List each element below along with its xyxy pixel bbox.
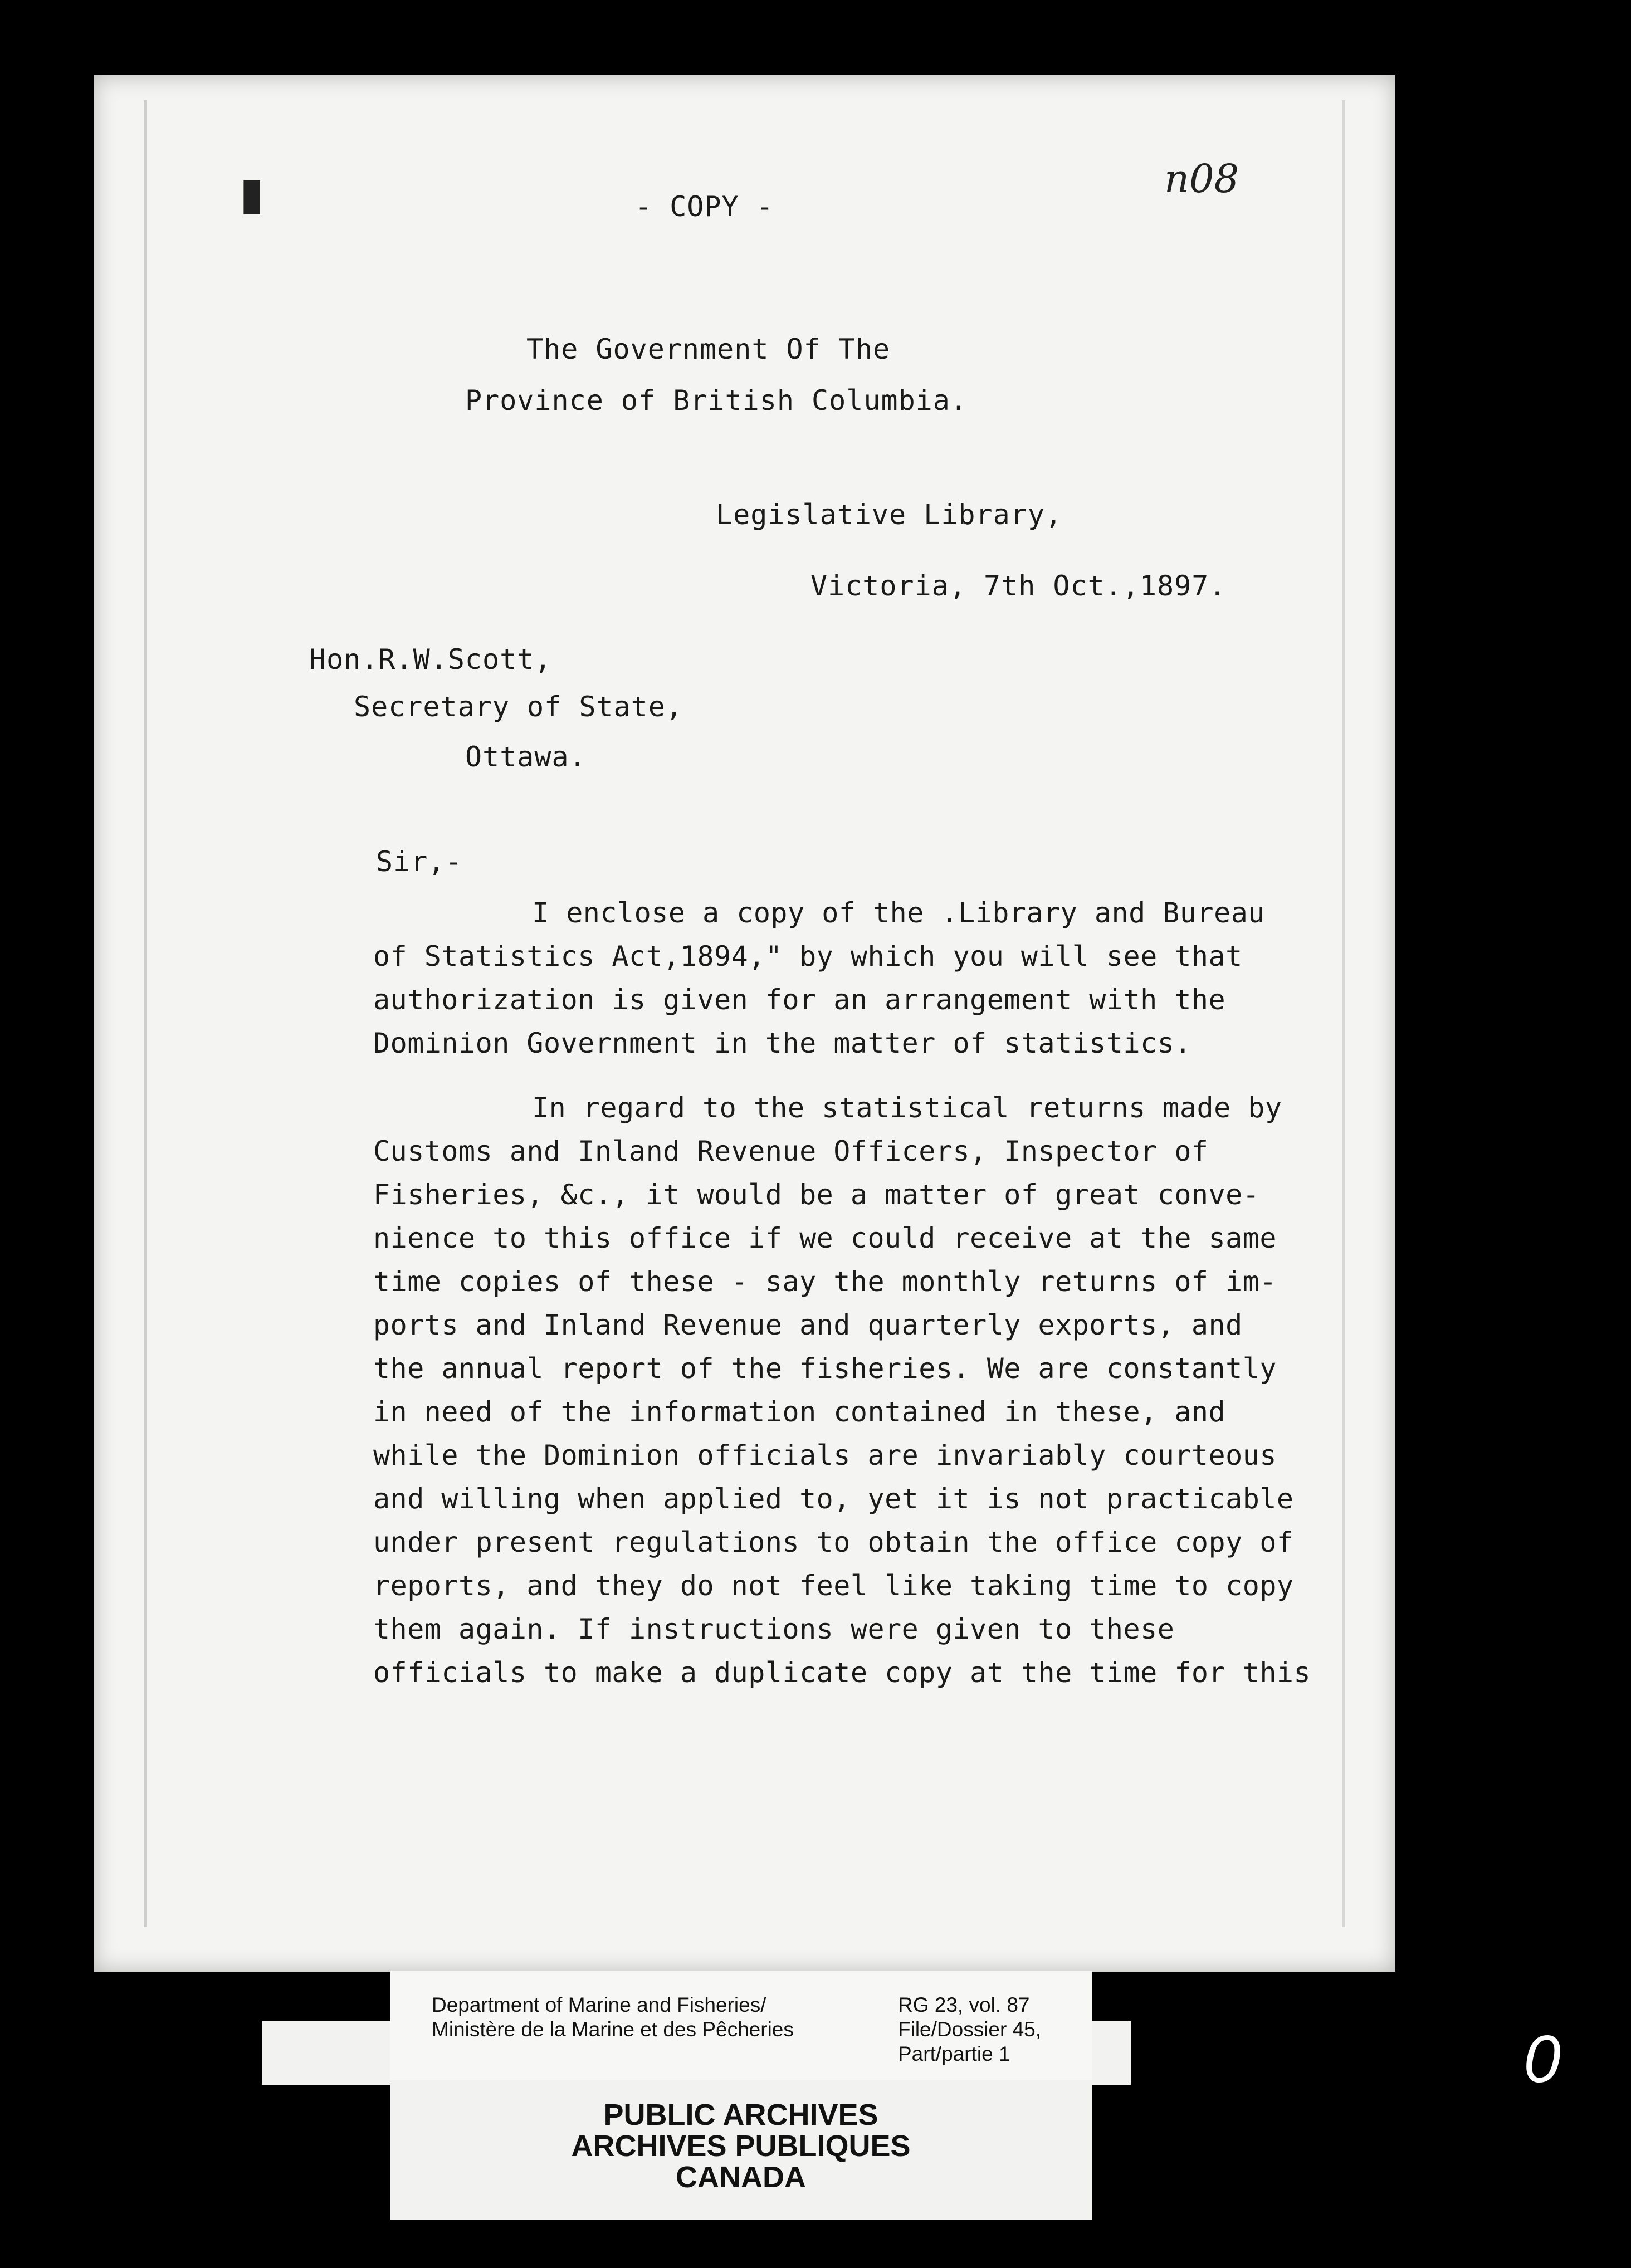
- paragraph-2-line: in need of the information contained in these, and: [373, 1396, 1226, 1428]
- handwritten-annotation: n08: [1164, 156, 1239, 202]
- letter-body: [373, 891, 1311, 1694]
- letter-date: Victoria, 7th Oct.,1897.: [810, 570, 1227, 602]
- paragraph-2-line: nience to this office if we could receive at the same: [373, 1222, 1277, 1254]
- paragraph-2-line: and willing when applied to, yet it is not practicable: [373, 1483, 1294, 1515]
- reference-line-1: RG 23, vol. 87: [898, 1993, 1030, 2016]
- archive-stamp-line-2: ARCHIVES PUBLIQUES: [571, 2129, 911, 2163]
- paragraph-2-line: under present regulations to obtain the office copy of: [373, 1526, 1294, 1558]
- recipient-title: Secretary of State,: [354, 691, 683, 723]
- paragraph-1: [373, 891, 1264, 1065]
- paragraph-2-line: In regard to the statistical returns made by: [532, 1092, 1282, 1124]
- recipient-name: Hon.R.W.Scott,: [309, 643, 552, 676]
- paragraph-2-line: while the Dominion officials are invariably courteous: [373, 1439, 1277, 1472]
- letterhead-line-1: The Government Of The: [526, 333, 891, 365]
- paragraph-2-line: ports and Inland Revenue and quarterly exports, and: [373, 1309, 1243, 1341]
- paragraph-2-line: the annual report of the fisheries. We are constantly: [373, 1352, 1277, 1385]
- paragraph-2-line: time copies of these - say the monthly returns of im-: [373, 1265, 1277, 1298]
- salutation: Sir,-: [376, 845, 463, 878]
- department-line-1: Department of Marine and Fisheries/: [432, 1993, 766, 2016]
- paragraph-2-line: officials to make a duplicate copy at the time for this: [373, 1656, 1311, 1689]
- reference-line-3: Part/partie 1: [898, 2042, 1010, 2065]
- department-line-2: Ministère de la Marine et des Pêcheries: [432, 2018, 794, 2041]
- paragraph-1-line: authorization is given for an arrangement with the: [373, 984, 1226, 1016]
- recipient-city: Ottawa.: [465, 741, 587, 773]
- reference-line-2: File/Dossier 45,: [898, 2018, 1042, 2041]
- archive-stamp-line-3: CANADA: [676, 2161, 806, 2194]
- handwritten-mark: ▮: [240, 167, 265, 219]
- paragraph-2-line: Fisheries, &c., it would be a matter of great conve-: [373, 1179, 1260, 1211]
- paragraph-2: [373, 1086, 1311, 1694]
- paragraph-1-line: I enclose a copy of the .Library and Bureau: [532, 897, 1265, 929]
- archive-stamp-line-1: PUBLIC ARCHIVES: [603, 2098, 878, 2132]
- paragraph-2-line: reports, and they do not feel like taking time to copy: [373, 1570, 1294, 1602]
- paragraph-2-line: them again. If instructions were given to these: [373, 1613, 1175, 1645]
- copy-header: - COPY -: [635, 190, 774, 223]
- paragraph-1-line: Dominion Government in the matter of statistics.: [373, 1027, 1191, 1059]
- paragraph-2-line: Customs and Inland Revenue Officers, Inspector of: [373, 1135, 1209, 1167]
- paragraph-1-line: of Statistics Act,1894," by which you will see that: [373, 940, 1243, 972]
- letterhead-line-2: Province of British Columbia.: [465, 384, 968, 417]
- sender-place: Legislative Library,: [716, 498, 1063, 531]
- frame-marker: 0: [1523, 2022, 1561, 2096]
